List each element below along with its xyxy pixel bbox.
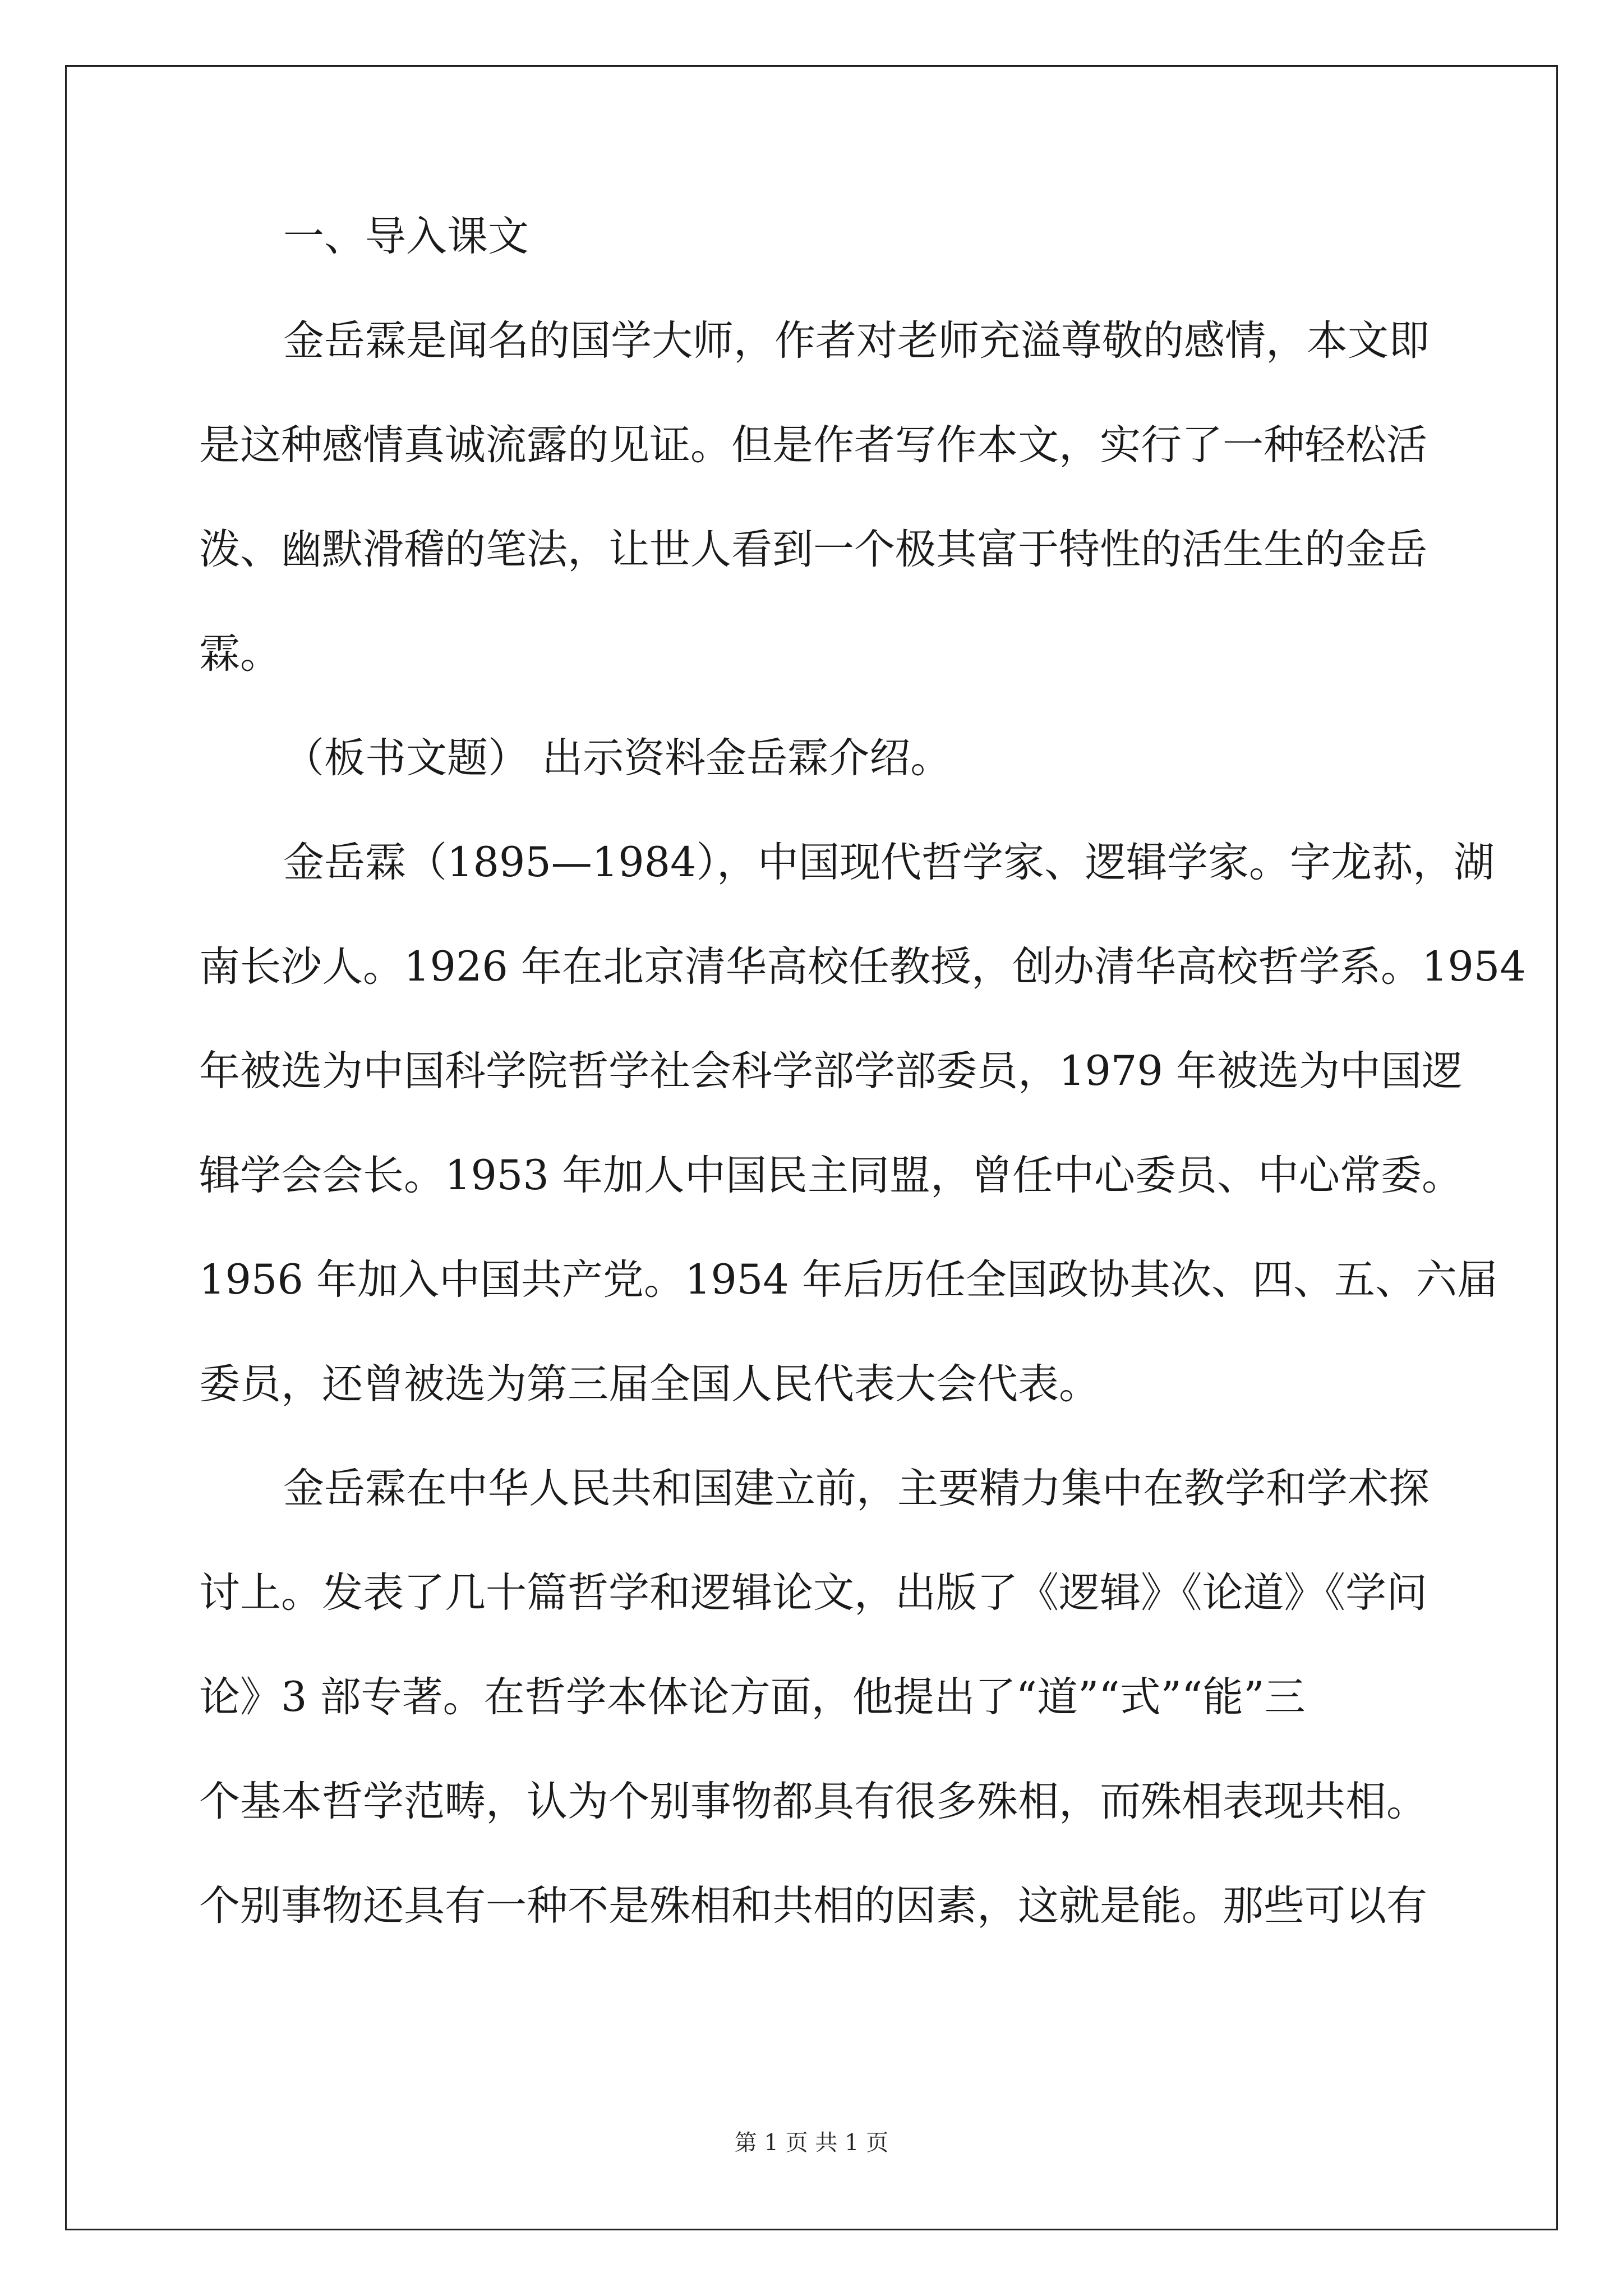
section-heading: 一、导入课文 xyxy=(283,213,529,260)
paragraph-line: 霖。 xyxy=(199,630,281,678)
paragraph-line: 个基本哲学范畴，认为个别事物都具有很多殊相，而殊相表现共相。 xyxy=(199,1778,1427,1825)
paragraph-line: 金岳霖是闻名的国学大师，作者对老师充溢尊敬的感情，本文即 xyxy=(283,317,1430,365)
paragraph-line: 是这种感情真诚流露的见证。但是作者写作本文，实行了一种轻松活 xyxy=(199,421,1427,469)
paragraph-line: 委员，还曾被选为第三届全国人民代表大会代表。 xyxy=(199,1360,1100,1408)
paragraph-line: 讨上。发表了几十篇哲学和逻辑论文，出版了《逻辑》《论道》《学问 xyxy=(199,1569,1427,1617)
paragraph-line: 金岳霖在中华人民共和国建立前，主要精力集中在教学和学术探 xyxy=(283,1465,1430,1512)
paragraph-line: 个别事物还具有一种不是殊相和共相的因素，这就是能。那些可以有 xyxy=(199,1882,1427,1930)
paragraph-line: 辑学会会长。1953 年加人中国民主同盟，曾任中心委员、中心常委。 xyxy=(199,1152,1463,1199)
paragraph-line: （板书文题） 出示资料金岳霖介绍。 xyxy=(283,734,952,782)
paragraph-line: 论》3 部专著。在哲学本体论方面，他提出了“道”“式”“能”三 xyxy=(199,1673,1306,1721)
paragraph-line: 年被选为中国科学院哲学社会科学部学部委员，1979 年被选为中国逻 xyxy=(199,1047,1463,1095)
page-number-footer: 第 1 页 共 1 页 xyxy=(734,2130,889,2156)
paragraph-line: 泼、幽默滑稽的笔法，让世人看到一个极其富于特性的活生生的金岳 xyxy=(199,526,1427,573)
paragraph-line: 金岳霖（1895—1984），中国现代哲学家、逻辑学家。字龙荪，湖 xyxy=(283,839,1495,886)
paragraph-line: 1956 年加入中国共产党。1954 年后历任全国政协其次、四、五、六届 xyxy=(199,1256,1498,1304)
paragraph-line: 南长沙人。1926 年在北京清华高校任教授，创办清华高校哲学系。1954 xyxy=(199,943,1526,991)
